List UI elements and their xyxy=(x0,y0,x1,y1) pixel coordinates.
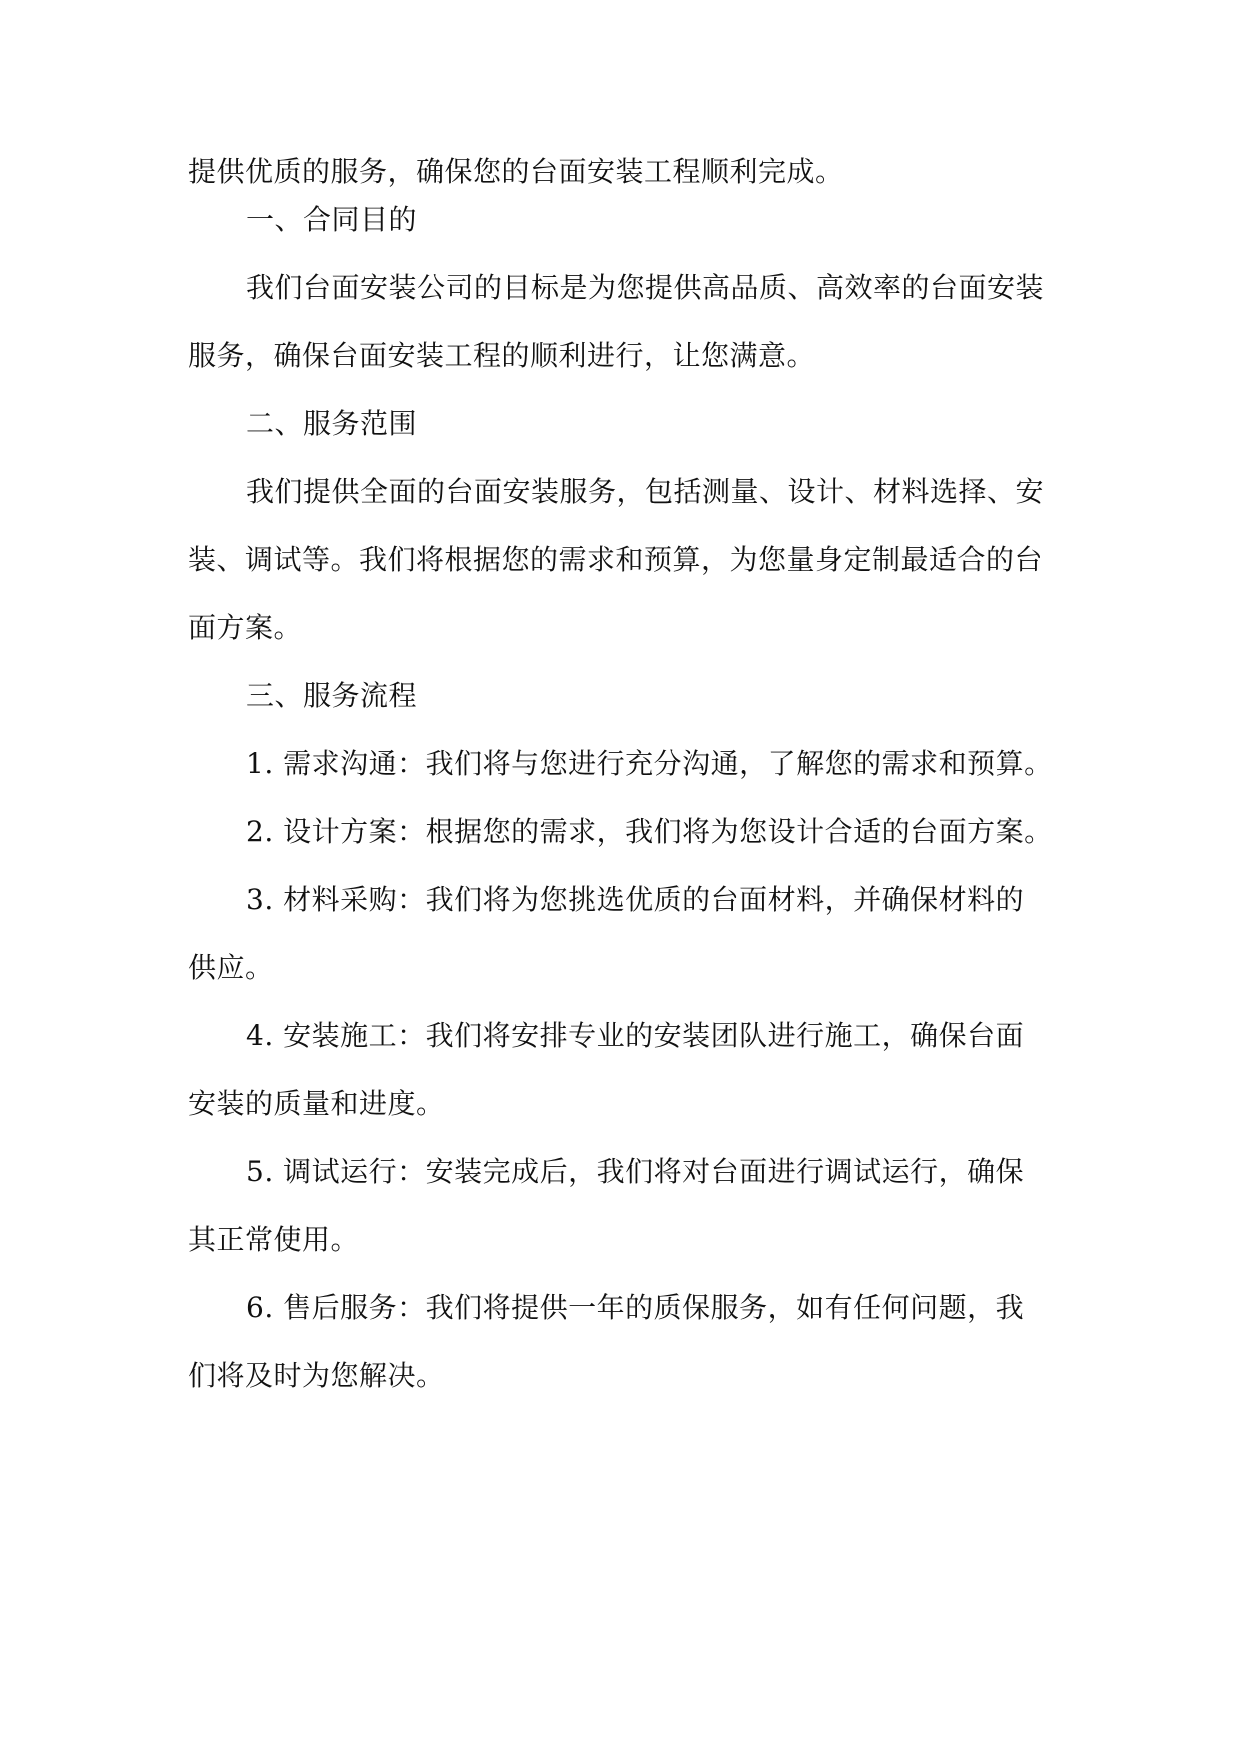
paragraph-line: 装、调试等。我们将根据您的需求和预算，为您量身定制最适合的台 xyxy=(188,543,1044,576)
list-item-continuation: 们将及时为您解决。 xyxy=(188,1359,445,1392)
list-item: 1. 需求沟通：我们将与您进行充分沟通，了解您的需求和预算。 xyxy=(246,747,1053,780)
list-item: 4. 安装施工：我们将安排专业的安装团队进行施工，确保台面 xyxy=(246,1019,1025,1052)
paragraph-line: 服务，确保台面安装工程的顺利进行，让您满意。 xyxy=(188,339,816,372)
paragraph-line: 提供优质的服务，确保您的台面安装工程顺利完成。 xyxy=(188,155,844,188)
list-item: 6. 售后服务：我们将提供一年的质保服务，如有任何问题，我 xyxy=(246,1291,1025,1324)
paragraph-line: 我们提供全面的台面安装服务，包括测量、设计、材料选择、安 xyxy=(246,475,1045,508)
section-heading: 三、服务流程 xyxy=(246,679,418,712)
section-heading: 二、服务范围 xyxy=(246,407,418,440)
list-item: 3. 材料采购：我们将为您挑选优质的台面材料，并确保材料的 xyxy=(246,883,1025,916)
list-item-continuation: 其正常使用。 xyxy=(188,1223,360,1256)
section-heading: 一、合同目的 xyxy=(246,203,418,236)
paragraph-line: 我们台面安装公司的目标是为您提供高品质、高效率的台面安装 xyxy=(246,271,1045,304)
list-item: 2. 设计方案：根据您的需求，我们将为您设计合适的台面方案。 xyxy=(246,815,1053,848)
list-item-continuation: 安装的质量和进度。 xyxy=(188,1087,445,1120)
paragraph-line: 面方案。 xyxy=(188,611,303,644)
list-item: 5. 调试运行：安装完成后，我们将对台面进行调试运行，确保 xyxy=(246,1155,1025,1188)
list-item-continuation: 供应。 xyxy=(188,951,274,984)
